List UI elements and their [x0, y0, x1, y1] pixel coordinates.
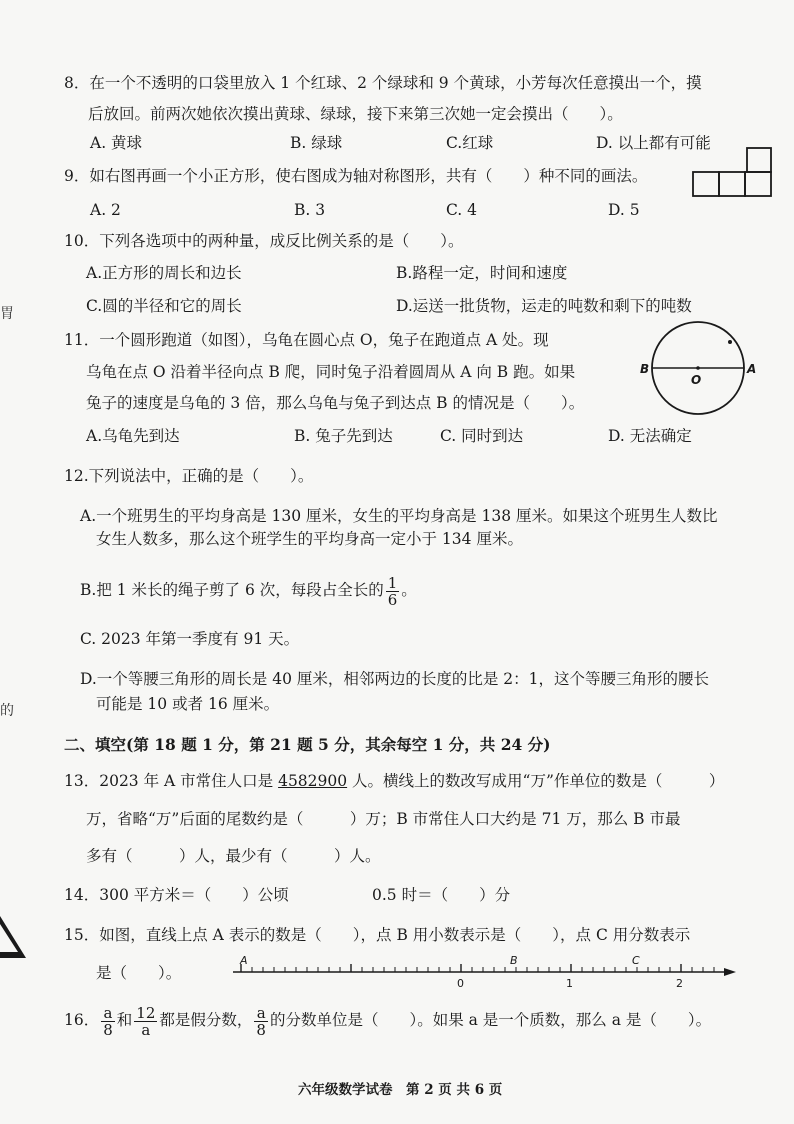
q16-and: 和 [116, 1011, 133, 1029]
q12-option-d-line1[interactable]: D.一个等腰三角形的周长是 40 厘米，相邻两边的长度的比是 2：1，这个等腰三角形的腰长 [80, 670, 710, 688]
q15-line1: 15．如图，直线上点 A 表示的数是（ ），点 B 用小数表示是（ ），点 C 用分数表示 [64, 926, 691, 944]
fraction-denominator: 8 [256, 1020, 266, 1039]
fraction-denominator: 8 [103, 1020, 113, 1039]
fraction-denominator: 6 [387, 590, 398, 609]
q10-option-a[interactable]: A.正方形的周长和边长 [86, 264, 242, 282]
q14-part2: 0.5 时＝（ ）分 [372, 886, 511, 904]
q11-line2: 乌龟在点 O 沿着半径向点 B 爬，同时兔子沿着圆周从 A 向 B 跑。如果 [86, 363, 576, 381]
fraction-numerator: a [101, 1005, 115, 1022]
q10-option-c[interactable]: C.圆的半径和它的周长 [86, 297, 242, 315]
q16-fraction-12-over-a [134, 1005, 157, 1038]
q16-middle-text: 都是假分数， [159, 1011, 253, 1029]
q16-fraction-a-over-8-second [254, 1005, 268, 1038]
numberline-tick-2: 2 [676, 977, 683, 990]
q16-line [64, 1000, 711, 1040]
edge-mark-2: 的 [0, 703, 14, 719]
q16-fraction-a-over-8 [101, 1005, 115, 1038]
q8-line1: 8．在一个不透明的口袋里放入 1 个红球、2 个绿球和 9 个黄球，小芳每次任意摸出一个，摸 [64, 74, 702, 92]
q9-option-a[interactable]: A. 2 [90, 201, 121, 219]
q11-option-d[interactable]: D. 无法确定 [608, 427, 692, 445]
section2-heading: 二、填空(第 18 题 1 分，第 21 题 5 分，其余每空 1 分，共 24 分) [64, 735, 551, 754]
q12-text: 12.下列说法中，正确的是（ ）。 [64, 467, 314, 485]
fraction-numerator: a [254, 1005, 268, 1022]
q16-end-text: 的分数单位是（ ）。如果 a 是一个质数，那么 a 是（ ）。 [269, 1011, 712, 1029]
q9-option-d[interactable]: D. 5 [608, 201, 640, 219]
q11-line3: 兔子的速度是乌龟的 3 倍，那么乌龟与兔子到达点 B 的情况是（ ）。 [86, 394, 585, 412]
q11-option-a[interactable]: A.乌龟先到达 [86, 427, 180, 445]
q12-option-b-fraction [386, 575, 400, 608]
q8-option-a[interactable]: A. 黄球 [90, 134, 143, 152]
q13-underlined-number: 4582900 [278, 772, 348, 790]
q8-option-c[interactable]: C.红球 [446, 134, 494, 152]
numberline-label-c: C [632, 954, 640, 967]
q9-text: 9．如右图再画一个小正方形，使右图成为轴对称图形，共有（ ）种不同的画法。 [64, 167, 648, 185]
number-line-ticks [241, 964, 714, 972]
fraction-denominator: a [141, 1020, 151, 1039]
q11-label-b: B [640, 362, 650, 376]
numberline-tick-0: 0 [457, 977, 464, 990]
q11-option-c[interactable]: C. 同时到达 [440, 427, 524, 445]
q13-line1 [64, 771, 724, 791]
q12-option-a-line2: 女生人数多，那么这个班学生的平均身高一定小于 134 厘米。 [96, 530, 523, 548]
q13-line1-start: 13．2023 年 A 市常住人口是 [64, 772, 279, 790]
numberline-label-b: B [510, 954, 518, 967]
fraction-numerator: 12 [136, 1003, 156, 1022]
q11-label-a: A [747, 362, 757, 376]
q13-line3: 多有（ ）人，最少有（ ）人。 [86, 847, 381, 865]
q14-part1: 14．300 平方米＝（ ）公顷 [64, 886, 289, 904]
q12-option-d-line2: 可能是 10 或者 16 厘米。 [96, 695, 280, 713]
q10-option-d[interactable]: D.运送一批货物，运走的吨数和剩下的吨数 [396, 297, 692, 315]
q8-option-d[interactable]: D. 以上都有可能 [596, 134, 711, 152]
q12-option-b-end: 。 [401, 581, 417, 599]
q11-label-o: O [691, 373, 702, 387]
numberline-label-a: A [240, 954, 248, 967]
edge-triangle-shape [0, 914, 30, 964]
q8-line2: 后放回。前两次她依次摸出黄球、绿球，接下来第三次她一定会摸出（ ）。 [88, 105, 623, 123]
q9-squares-figure [692, 146, 772, 202]
q15-line2: 是（ ）。 [96, 964, 182, 982]
q12-option-c[interactable]: C. 2023 年第一季度有 91 天。 [80, 630, 300, 648]
q10-text: 10．下列各选项中的两种量，成反比例关系的是（ ）。 [64, 232, 464, 250]
page-footer: 六年级数学试卷 第 2 页 共 6 页 [298, 1082, 503, 1098]
fraction-numerator: 1 [387, 573, 398, 592]
edge-mark-1: 胃 [0, 306, 14, 322]
q9-option-c[interactable]: C. 4 [446, 201, 478, 219]
q11-option-b[interactable]: B. 兔子先到达 [294, 427, 393, 445]
q8-option-b[interactable]: B. 绿球 [290, 134, 343, 152]
q12-option-b-text: B.把 1 米长的绳子剪了 6 次，每段占全长的 [80, 581, 384, 599]
q11-line1: 11．一个圆形跑道（如图），乌龟在圆心点 O，兔子在跑道点 A 处。现 [64, 331, 549, 349]
numberline-tick-1: 1 [566, 977, 573, 990]
q15-number-line [228, 950, 740, 990]
q13-line2: 万，省略“万”后面的尾数约是（ ）万；B 市常住人口大约是 71 万，那么 B 市最 [86, 810, 681, 828]
q13-line1-end: 人。横线上的数改写成用“万”作单位的数是（ ） [347, 772, 725, 790]
q11-circle-figure [640, 320, 760, 420]
q16-number: 16． [64, 1011, 100, 1029]
q10-option-b[interactable]: B.路程一定，时间和速度 [396, 264, 568, 282]
q9-option-b[interactable]: B. 3 [294, 201, 326, 219]
q12-option-b[interactable] [80, 572, 417, 608]
q12-option-a-line1[interactable]: A.一个班男生的平均身高是 130 厘米，女生的平均身高是 138 厘米。如果这个班男生人数比 [80, 507, 718, 525]
